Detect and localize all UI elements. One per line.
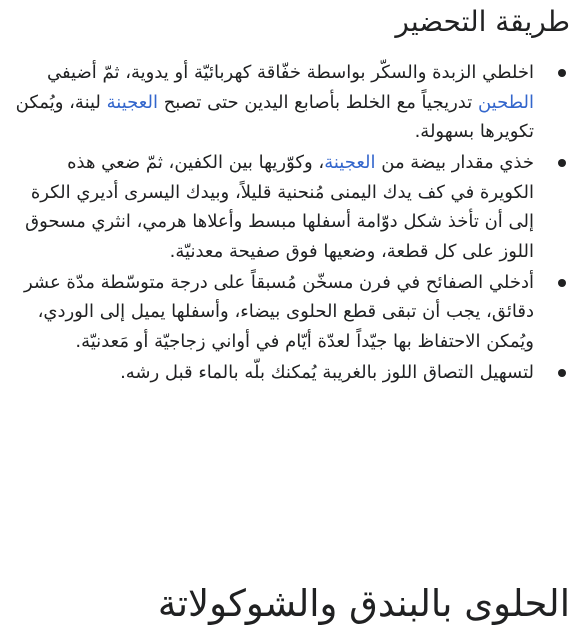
step-4-text: لتسهيل التصاق اللوز بالغريبة يُمكنك بلّه بالماء قبل رشه.	[120, 361, 534, 383]
step-3-text: أدخلي الصفائح في فرن مسخّن مُسبقاً على درجة متوسّطة مدّة عشر دقائق، يجب أن تبقى قطع الحلوى بيضاء، وأسفلها يميل إلى الوردي، ويُمكن الاحتفاظ بها جيّداً لعدّة أيّام في أواني زجاجيّة أو مَعدنيّة.	[23, 271, 534, 352]
section-heading-preparation: طريقة التحضير	[395, 5, 570, 38]
step-2-text-a: خذي مقدار بيضة من	[375, 152, 534, 173]
step-2-text-b: ، وكوّريها بين الكفين، ثمّ ضعي هذه الكويرة في كف يدك اليمنى مُنحنية قليلاً، وبيدك اليسرى أديري الكرة إلى أن تأخذ شكل دوّامة أسفلها مبسط وأعلاها هرمي، انثري مسحوق اللوز على كل قطعة، وضعيها فوق صفيحة معدنيّة.	[25, 152, 534, 262]
step-1-text-b: تدريجياً مع الخلط بأصابع اليدين حتى تصبح	[157, 91, 478, 113]
preparation-steps-list	[14, 58, 576, 389]
list-item-step-1	[14, 58, 534, 147]
list-item-step-4	[14, 358, 534, 388]
step-1-text-c: لينة، ويُمكن تكويرها بسهولة.	[15, 91, 534, 142]
step-1-text-a: اخلطي الزبدة والسكّر بواسطة خفّاقة كهربائيّة أو يدوية، ثمّ أضيفي	[46, 62, 534, 83]
list-item-step-2	[14, 148, 534, 266]
link-dough-2[interactable]: العجينة	[324, 152, 376, 173]
list-item-step-3	[14, 268, 534, 357]
link-flour[interactable]: الطحين	[477, 91, 534, 113]
recipe-heading-hazelnut-chocolate: الحلوى بالبندق والشوكولاتة	[157, 582, 570, 625]
link-dough[interactable]: العجينة	[106, 91, 158, 113]
